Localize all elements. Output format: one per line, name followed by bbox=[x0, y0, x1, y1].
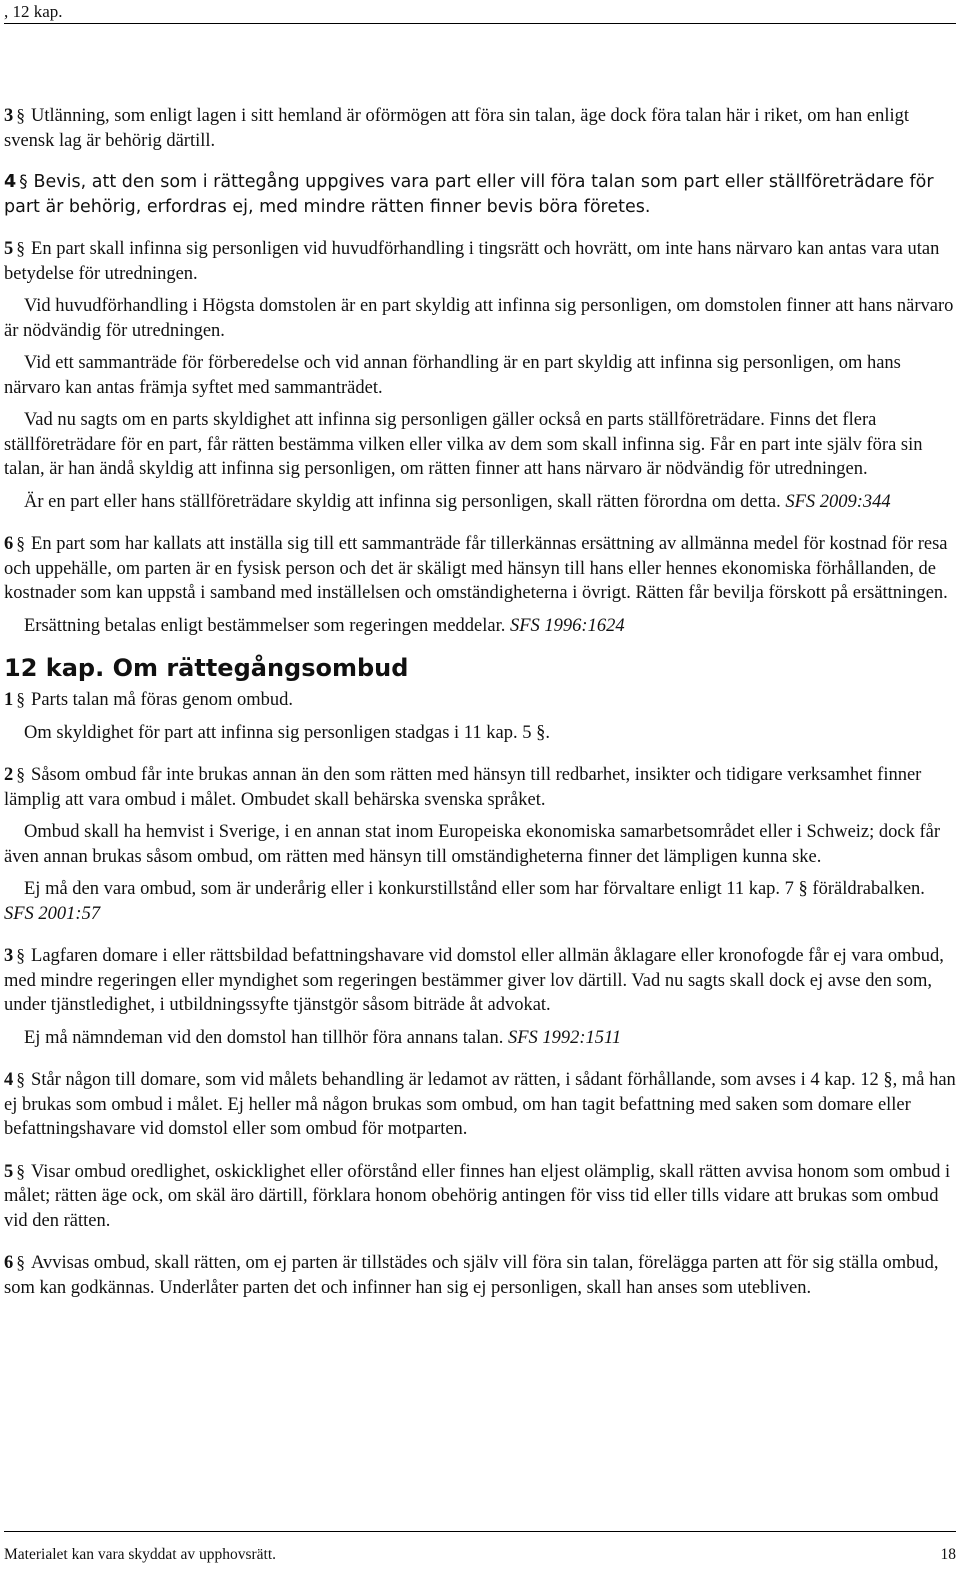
copyright-notice: Materialet kan vara skyddat av upphovsrätt. bbox=[4, 1546, 277, 1563]
section-text: Utlänning, som enligt lagen i sitt hemland är oförmögen att föra sin talan, äge dock föra talan här i riket, om han enligt svensk lag är behörig därtill. bbox=[4, 106, 910, 151]
section-11-5 bbox=[4, 236, 956, 514]
section-text: Visar ombud oredlighet, oskicklighet eller oförstånd eller finnes han eljest olämplig, skall rätten avvisa honom som ombud i målet; rätten äge ock, om skäl äro därtill, förklara honom obehörig antingen för viss tid eller tills vidare att brukas som ombud vid den rätten. bbox=[4, 1161, 951, 1231]
sfs-reference: SFS 2009:344 bbox=[785, 491, 891, 512]
document-body bbox=[4, 103, 956, 1317]
section-11-6 bbox=[4, 531, 956, 638]
section-12-2: 2 § Såsom ombud får inte brukas annan än den som rätten med hänsyn till redbarhet, insikter och tidigare verksamhet finner lämplig att vara ombud i målet. Ombudet skall behärska svenska språket. Ombud skall ha hemvist i Sverige, i en annan stat inom Europeiska ekonomiska samarbetsområdet eller i Schweiz; dock får även annan brukas såsom ombud, om rätten med hänsyn till omständigheterna finner det lämpligen kunna ske. Ej må den vara ombud, som är underårig eller i konkurstillstånd eller som har förvaltare enligt 11 kap. 7 § föräldrabalken. SFS 2001:57 bbox=[4, 762, 956, 926]
section-sign-icon: § bbox=[19, 172, 28, 191]
paragraph: Är en part eller hans ställföreträdare skyldig att infinna sig personligen, skall rätten förordna om detta. bbox=[24, 491, 781, 512]
section-number: 6 bbox=[4, 534, 14, 554]
section-sign-icon: § bbox=[16, 533, 26, 553]
section-11-3 bbox=[4, 103, 956, 153]
running-header-text: , 12 kap. bbox=[4, 2, 63, 21]
section-text: Lagfaren domare i eller rättsbildad befattningshavare vid domstol eller allmän åklagare eller kronofogde får ej vara ombud, med mindre regeringen eller myndighet som regeringen bestämmer giver lov därtill. Vad nu sagts skall dock ej avse den som, under tjänstledighet, i utbildningssyfte tjänstgör såsom biträde åt advokat. bbox=[4, 946, 944, 1015]
section-sign-icon: § bbox=[883, 1070, 893, 1090]
section-12-3 bbox=[4, 943, 956, 1050]
section-12-5 bbox=[4, 1159, 956, 1234]
section-sign-icon: § bbox=[16, 689, 26, 709]
page-footer bbox=[4, 1531, 956, 1564]
paragraph: Ombud skall ha hemvist i Sverige, i en annan stat inom Europeiska ekonomiska samarbetsområdet eller i Schweiz; dock får även annan brukas såsom ombud, om rätten med hänsyn till omständigheterna finner det lämpligen kunna ske. bbox=[4, 822, 941, 867]
section-text: Parts talan må föras genom ombud. bbox=[31, 690, 294, 710]
section-text: Står någon till domare, som vid målets behandling är ledamot av rätten, i sådant förhållande, som avses i 4 kap. 12 bbox=[31, 1070, 879, 1090]
section-number: 3 bbox=[4, 106, 14, 126]
section-sign-icon: § bbox=[16, 945, 26, 965]
section-number: 3 bbox=[4, 946, 14, 966]
section-sign-icon: § bbox=[16, 764, 26, 784]
section-sign-icon: § bbox=[16, 1252, 26, 1272]
section-sign-icon: § bbox=[536, 722, 546, 743]
section-number: 5 bbox=[4, 1161, 14, 1182]
section-number: 6 bbox=[4, 1253, 14, 1273]
section-number: 2 bbox=[4, 765, 14, 785]
section-number: 1 bbox=[4, 690, 14, 710]
section-text: Avvisas ombud, skall rätten, om ej parten är tillstädes och själv vill föra sin talan, förelägga parten att för sig ställa ombud, som kan godkännas. Underlåter parten det och infinner han sig ej personligen, skall han anses som utebliven. bbox=[4, 1253, 939, 1298]
paragraph: Vid ett sammanträde för förberedelse och vid annan förhandling är en part skyldig att infinna sig personligen, om hans närvaro kan antas främja syftet med sammanträdet. bbox=[4, 353, 901, 398]
sfs-reference: SFS 1996:1624 bbox=[510, 615, 625, 636]
section-text: En part som har kallats att inställa sig till ett sammanträde får tillerkännas ersättning av allmänna medel för kostnad för resa och uppehälle, om parten är en fysisk person och det är skäligt med hänsyn till hans eller hennes ekonomiska förhållanden, de kostnader som kan uppstå i samband med inställelsen och omständigheterna i övrigt. Rätten får bevilja förskott på ersättningen. bbox=[4, 534, 948, 603]
section-sign-icon: § bbox=[798, 879, 808, 899]
section-12-6 bbox=[4, 1250, 956, 1300]
sfs-reference: SFS 2001:57 bbox=[4, 903, 101, 924]
chapter-heading: 12 kap. Om rättegångsombud bbox=[4, 654, 409, 682]
paragraph: Vad nu sagts om en parts skyldighet att infinna sig personligen gäller också en parts ställföreträdare. Finns det flera ställföreträdare för en part, får rätten bestämma vilken eller vilka av dem som skall infinna sig. Får en part inte själv föra sin talan, är han ändå skyldig att infinna sig personligen, om rätten finner att hans närvaro är nödvändig för utredningen. bbox=[4, 410, 923, 479]
section-text: Bevis, att den som i rättegång uppgives vara part eller vill föra talan som part eller ställföreträdare för part är behörig, erfordras ej, med mindre rätten finner bevis böra företes. bbox=[4, 172, 934, 217]
paragraph: Om skyldighet för part att infinna sig personligen stadgas i 11 kap. 5 bbox=[24, 722, 532, 743]
section-12-1: 1 § Parts talan må föras genom ombud. Om skyldighet för part att infinna sig personligen stadgas i 11 kap. 5 §. bbox=[4, 689, 550, 743]
sfs-reference: SFS 1992:1511 bbox=[507, 1027, 622, 1048]
paragraph: Ej må den vara ombud, som är underårig eller i konkurstillstånd eller som har förvaltare enligt 11 kap. 7 bbox=[24, 879, 794, 899]
paragraph: Ersättning betalas enligt bestämmelser som regeringen meddelar. bbox=[24, 615, 506, 636]
running-header bbox=[4, 2, 956, 24]
section-sign-icon: § bbox=[16, 105, 26, 125]
section-11-4 bbox=[4, 170, 956, 219]
section-text: En part skall infinna sig personligen vid huvudförhandling i tingsrätt och hovrätt, om inte hans närvaro kan antas vara utan betydelse för utredningen. bbox=[4, 239, 940, 284]
paragraph: Ej må nämndeman vid den domstol han tillhör föra annans talan. bbox=[24, 1027, 504, 1048]
section-text: Såsom ombud får inte brukas annan än den som rätten med hänsyn till redbarhet, insikter och tidigare verksamhet finner lämplig att vara ombud i målet. Ombudet skall behärska svenska språket. bbox=[4, 765, 922, 810]
section-number: 4 bbox=[4, 172, 17, 192]
section-number: 5 bbox=[4, 239, 14, 259]
section-sign-icon: § bbox=[16, 238, 26, 258]
section-12-4: 4 § Står någon till domare, som vid målets behandling är ledamot av rätten, i sådant förhållande, som avses i 4 kap. 12 §, må han ej brukas som ombud i målet. Ej heller må någon brukas som ombud, om han tagit befattning med saken som domare eller befattningshavare vid domstol eller som ombud för motparten. bbox=[4, 1069, 956, 1139]
section-sign-icon: § bbox=[16, 1069, 26, 1089]
section-sign-icon: § bbox=[16, 1160, 26, 1181]
paragraph: Vid huvudförhandling i Högsta domstolen är en part skyldig att infinna sig personligen, om domstolen finner att hans närvaro är nödvändig för utredningen. bbox=[4, 296, 954, 341]
section-number: 4 bbox=[4, 1070, 14, 1090]
page-number: 18 bbox=[940, 1546, 956, 1563]
